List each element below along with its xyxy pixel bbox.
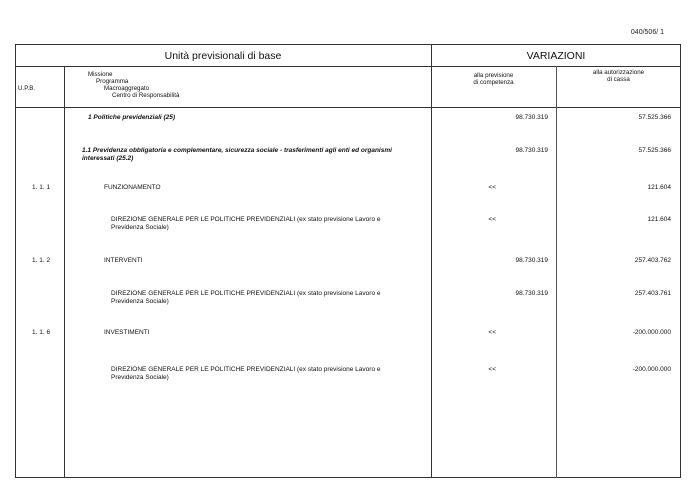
row-direzione-cassa: 121.604 [647, 216, 671, 223]
col-divider-upb [64, 66, 65, 478]
header-col-upb: U.P.B. [18, 85, 36, 92]
header-cassa-line1: alla autorizzazione [592, 69, 645, 76]
row-funzionamento-competenza: << [488, 184, 496, 191]
row-upb-code: 1. 1. 1 [32, 184, 51, 191]
row-direzione-text: DIREZIONE GENERALE PER LE POLITICHE PREVIDENZIALI (ex stato previsione Lavoro e Previdenza Sociale) [111, 216, 381, 231]
header-upb-title: Unità previsionali di base [164, 50, 282, 62]
row-direzione-competenza: << [488, 216, 496, 223]
header-competenza-line2: di competenza [473, 79, 514, 86]
col-divider-cassa [556, 66, 557, 478]
document-reference: 040/506/ 1 [630, 29, 664, 36]
row-upb-code: 1. 1. 2 [32, 257, 51, 264]
row-investimenti-cassa: -200.000.000 [632, 329, 671, 336]
row-investimenti-text: INVESTIMENTI [104, 329, 150, 336]
row-missione-text: 1 Politiche previdenziali (25) [88, 114, 176, 121]
row-direzione-text: DIREZIONE GENERALE PER LE POLITICHE PREVIDENZIALI (ex stato previsione Lavoro e Previdenza Sociale) [111, 290, 381, 305]
row-interventi-competenza: 98.730.319 [515, 257, 548, 264]
header-variazioni-title: VARIAZIONI [526, 50, 586, 62]
row-direzione-competenza: << [488, 366, 496, 373]
row-direzione-competenza: 98.730.319 [515, 290, 548, 297]
row-programma-text: 1.1 Previdenza obbligatoria e complementare, sicurezza sociale - trasferimenti agli enti ed organismi interessati (25.2) [82, 147, 392, 162]
header-divider-bottom [15, 107, 681, 108]
header-competenza-line1: alla previsione [473, 72, 514, 79]
header-missione: Missione [88, 71, 113, 78]
row-programma-competenza: 98.730.319 [515, 147, 548, 154]
header-divider-top [15, 66, 681, 67]
row-direzione-text: DIREZIONE GENERALE PER LE POLITICHE PREVIDENZIALI (ex stato previsione Lavoro e Previdenza Sociale) [111, 366, 381, 381]
header-centro-responsabilita: Centro di Responsabilità [112, 92, 180, 99]
row-funzionamento-text: FUNZIONAMENTO [104, 184, 161, 191]
header-cassa-line2: di cassa [607, 76, 630, 83]
row-programma-cassa: 57.525.366 [638, 147, 671, 154]
row-investimenti-competenza: << [488, 329, 496, 336]
row-missione-cassa: 57.525.366 [638, 114, 671, 121]
col-divider-variazioni [431, 44, 432, 478]
row-direzione-cassa: -200.000.000 [632, 366, 671, 373]
header-programma: Programma [96, 78, 129, 85]
row-direzione-cassa: 257.403.761 [634, 290, 671, 297]
row-funzionamento-cassa: 121.604 [647, 184, 671, 191]
header-macroaggregato: Macroaggregato [104, 85, 150, 92]
row-upb-code: 1. 1. 6 [32, 329, 51, 336]
row-missione-competenza: 98.730.319 [515, 114, 548, 121]
row-interventi-text: INTERVENTI [104, 257, 143, 264]
row-interventi-cassa: 257.403.762 [634, 257, 671, 264]
